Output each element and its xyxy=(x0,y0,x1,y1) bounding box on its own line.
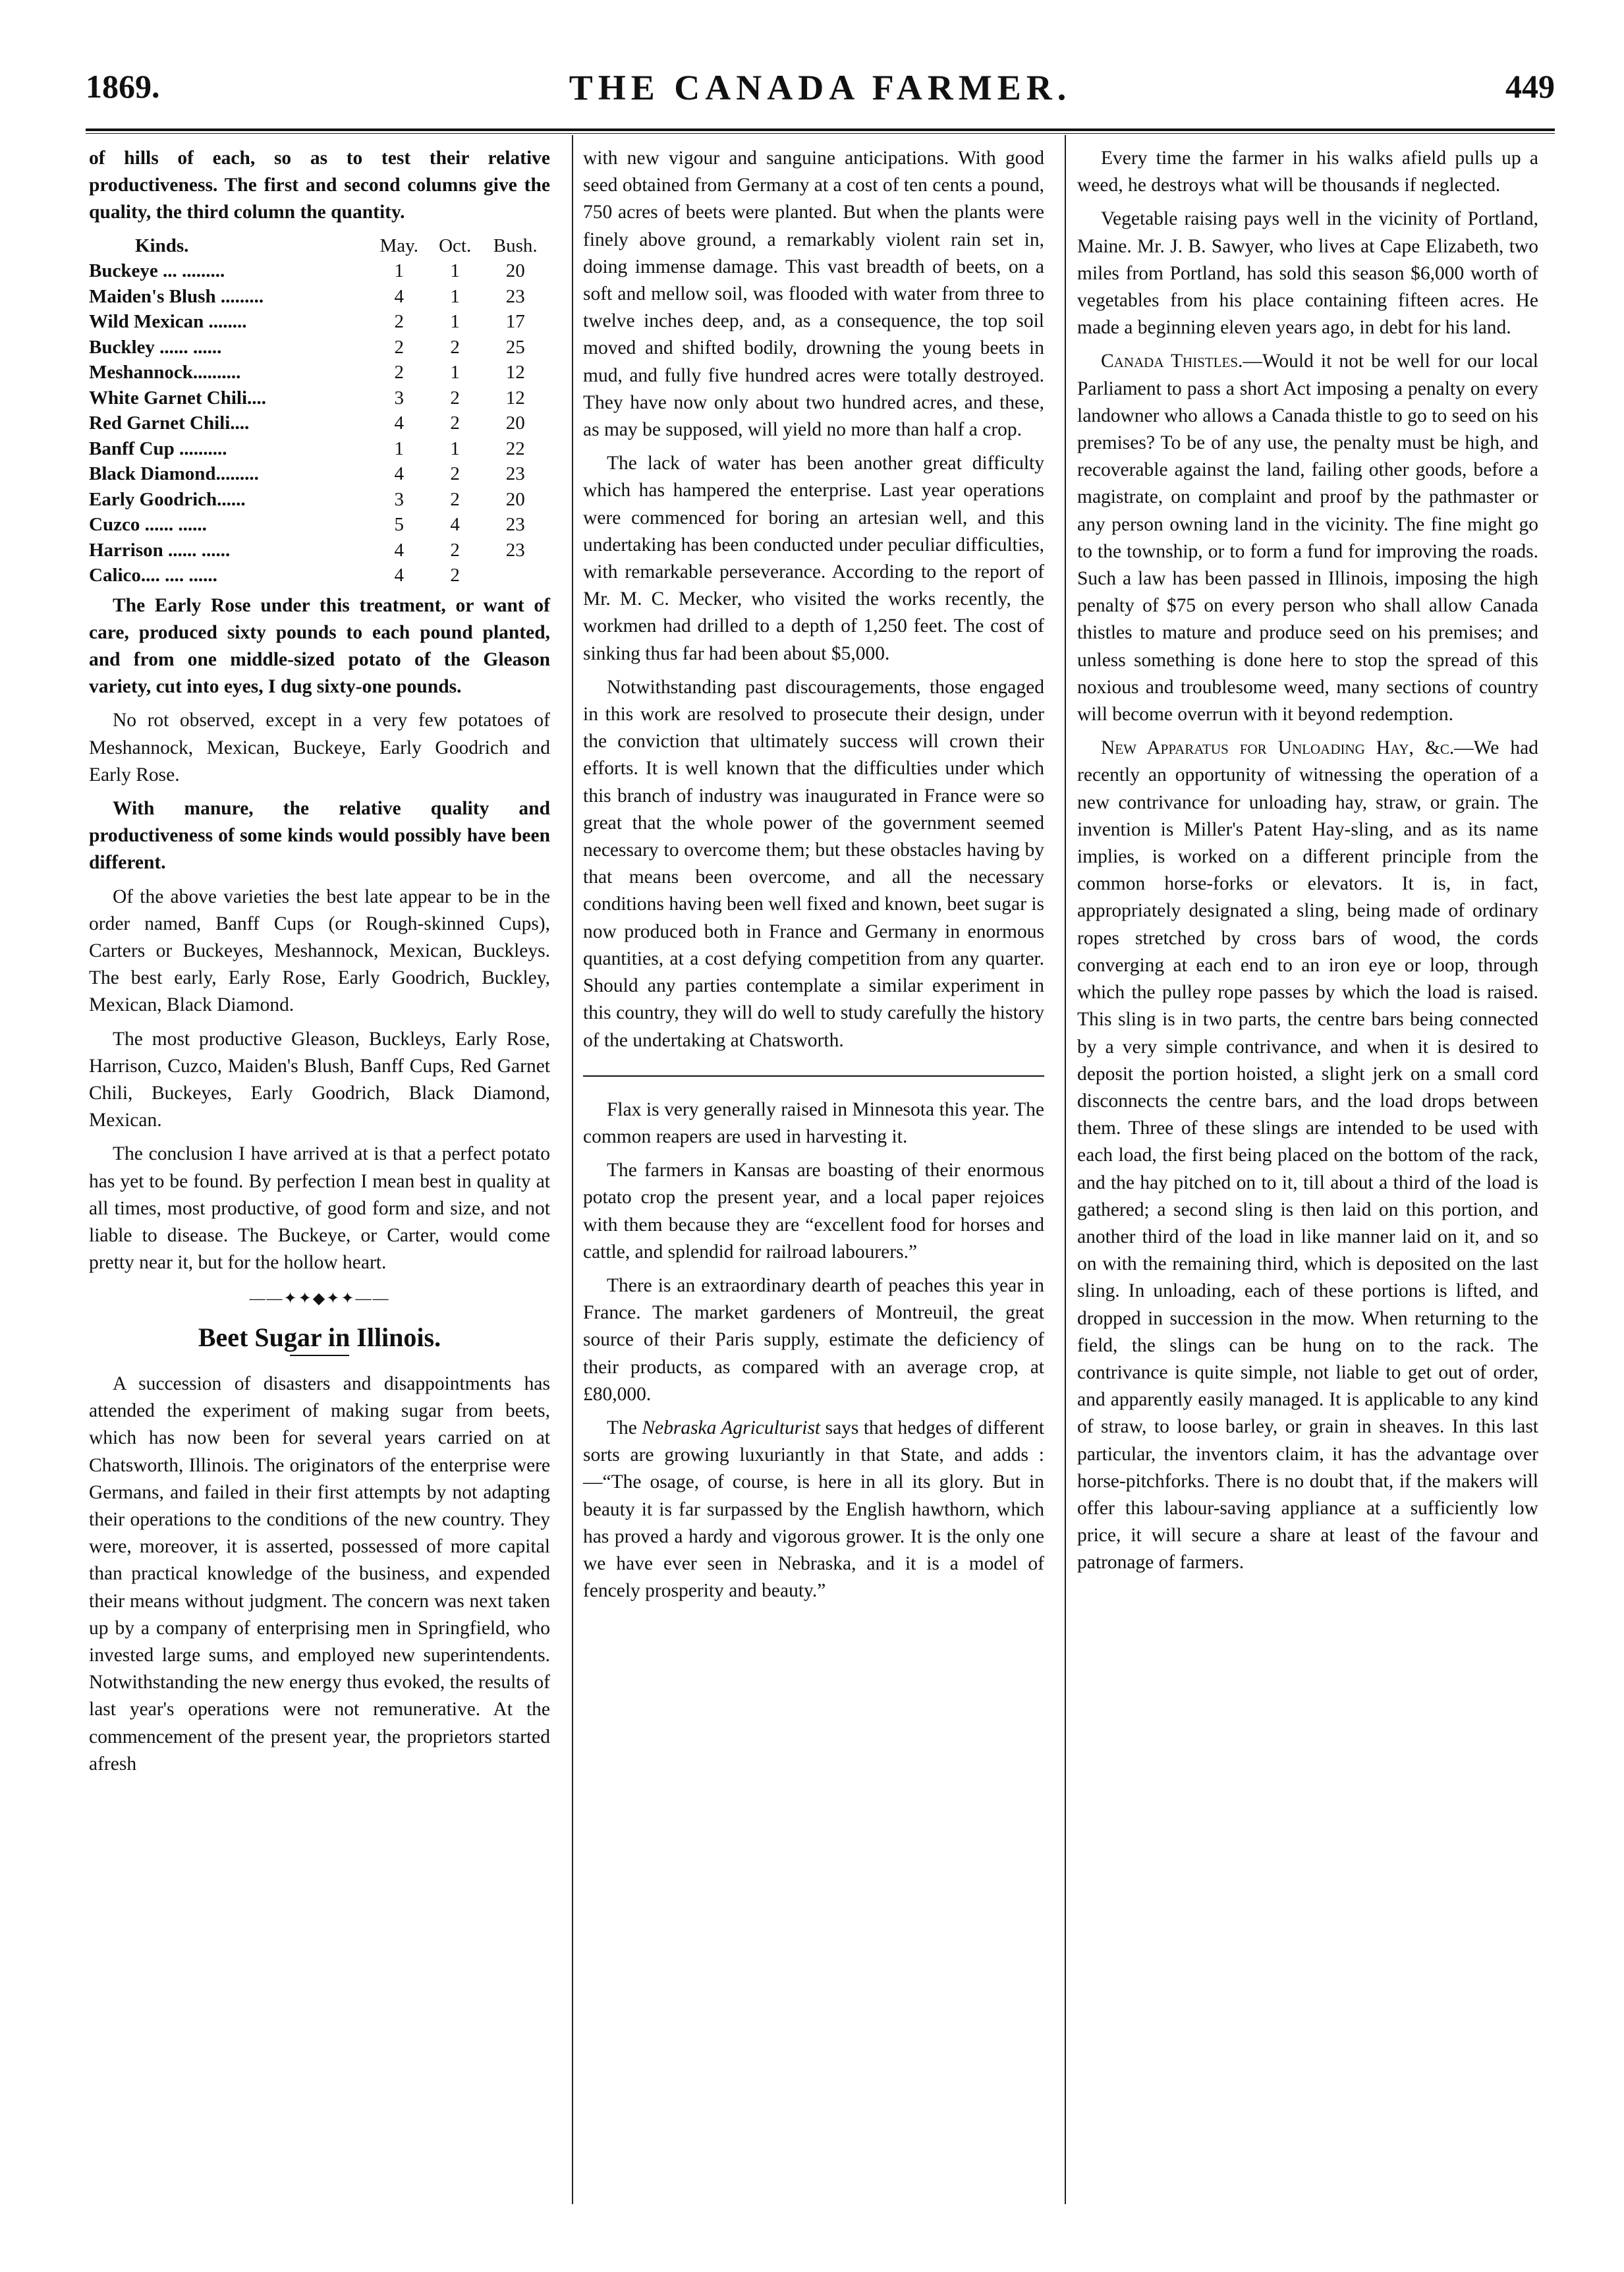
table-cell: 4 xyxy=(394,285,404,307)
table-cell: 2 xyxy=(394,362,404,383)
column-3 xyxy=(1077,145,1538,1583)
table-cell: 22 xyxy=(505,438,525,459)
table-cell: 1 xyxy=(450,311,460,333)
table-row xyxy=(89,461,550,487)
page-number: 449 xyxy=(1505,68,1555,105)
variety-name-cell: Harrison ...... ...... xyxy=(89,539,231,561)
potato-varieties-table xyxy=(89,233,550,588)
table-cell: 2 xyxy=(450,565,460,586)
body-paragraph: The lack of water has been another great difficulty which has hampered the enterprise. Last year operations were commenced for boring an artesian well, and this undertaking has been conducted under peculiar difficulties, with remarkable perseverance. According to the report of Mr. M. C. Mecker, who visited the works recently, the workmen had drilled to a depth of 1,250 feet. The cost of sinking thus far had been about $5,000. xyxy=(583,453,1044,664)
body-paragraph xyxy=(1077,348,1538,728)
variety-name-cell: Calico.... .... ...... xyxy=(89,565,217,586)
table-header-row xyxy=(89,233,550,259)
table-cell: 12 xyxy=(505,362,525,383)
issue-year: 1869. xyxy=(86,68,160,105)
variety-name-cell: Cuzco ...... ...... xyxy=(89,514,207,536)
newspaper-title: THE CANADA FARMER. xyxy=(569,68,1072,107)
table-cell: 3 xyxy=(394,488,404,510)
body-paragraph: Notwithstanding past discouragements, those engaged in this work are resolved to prosecute their design, under the conviction that ultimately success will crown their efforts. It is well known that the difficulties under which this branch of industry was inaugurated in France were so great that the whole power of the government seemed necessary to overcome them; but these obstacles having by that means been overcome, and all the necessary conditions having been well fixed and known, beet sugar is now produced both in France and Germany in enormous quantities, at a cost defying competition from any quarter. Should any parties contemplate a similar experiment in this country, they will do well to study carefully the history of the undertaking at Chatsworth. xyxy=(583,676,1044,1051)
variety-name-cell: Buckley ...... ...... xyxy=(89,336,222,358)
table-cell: 2 xyxy=(450,488,460,510)
table-cell: 1 xyxy=(450,285,460,307)
table-body xyxy=(89,258,550,588)
header-rule xyxy=(86,128,1555,131)
table-cell: 2 xyxy=(450,336,460,358)
table-cell: 2 xyxy=(450,387,460,409)
table-cell: 23 xyxy=(505,539,525,561)
table-cell: 2 xyxy=(450,412,460,434)
table-row xyxy=(89,436,550,462)
table-row xyxy=(89,258,550,284)
table-cell: 1 xyxy=(394,438,404,459)
body-paragraph: with new vigour and sanguine anticipations. With good seed obtained from Germany at a cost of ten cents a pound, 750 acres of beets were planted. But when the plants were finely above ground, a remarkably violent rain set in, doing immense damage. This vast breadth of beets, on a soft and mellow soil, was flooded with water from three to twelve inches deep, and, as a consequence, the top soil moved and shifted bodily, drowning the young beets in mud, and fully five hundred acres were totally destroyed. They have now only about two hundred acres, and these, as may be supposed, will yield no more than half a crop. xyxy=(583,148,1044,441)
body-paragraph: Of the above varieties the best late appear to be in the order named, Banff Cups (or Rough-skinned Cups), Carters or Buckeyes, Meshannock, Mexican, Buckleys. The best early, Early Rose, Early Goodrich, Buckley, Mexican, Black Diamond. xyxy=(89,886,550,1016)
body-paragraph: The farmers in Kansas are boasting of their enormous potato crop the present year, and a local paper rejoices with them because they are “excellent food for horses and cattle, and splendid for railroad labourers.” xyxy=(583,1160,1044,1263)
table-cell: 4 xyxy=(450,514,460,536)
page-header xyxy=(86,67,1555,127)
body-paragraph: The conclusion I have arrived at is that a perfect potato has yet to be found. By perfection I mean best in quality at all times, most productive, of good form and size, and not liable to disease. The Buckeye, or Carter, would come pretty near it, but for the hollow heart. xyxy=(89,1143,550,1274)
variety-name-cell: Black Diamond......... xyxy=(89,463,259,485)
column-1 xyxy=(89,145,550,1784)
table-cell: 4 xyxy=(394,412,404,434)
table-cell: 2 xyxy=(394,336,404,358)
table-cell: 23 xyxy=(505,514,525,536)
body-paragraph: There is an extraordinary dearth of peaches this year in France. The market gardeners of Montreuil, the great source of their Paris supply, estimate the deficiency of their products, as compared with an average crop, at £80,000. xyxy=(583,1274,1044,1405)
table-row xyxy=(89,563,550,588)
table-cell: 3 xyxy=(394,387,404,409)
column-divider xyxy=(572,135,573,2204)
header-rule-thin xyxy=(86,133,1555,134)
section-heading: Beet Sugar in Illinois. xyxy=(198,1322,441,1352)
text-run: —We had recently an opportunity of witnessing the operation of a new contrivance for unloading hay, straw, or grain. The invention is Miller's Patent Hay-sling, and as its name implies, is worked on a different principle from the common horse-forks or elevators. It is, in fact, appropriately designated a sling, being made of ordinary ropes stretched by cross bars of wood, the cords converging at each end to an iron eye or loop, through which the pulley rope passes by which the load is raised. This sling is in two parts, the centre bars being connected by a very simple contrivance, and when it is desired to deposit the portion hoisted, a slight jerk on a small cord disconnects the centre bars, and the load drops between them. Three of these slings are intended to be used with each load, the first being placed on the bottom of the rack, and the hay pitched on to it, till about a third of the load is gathered; a second sling is then laid on this portion, and another third of the load in like manner laid on it, and so on with the remaining third, which is deposited on the last sling. In unloading, each of these portions is lifted, and dropped in succession in the mow. When returning to the field, the slings can be hung on to the rack. The contrivance is quite simple, not liable to get out of order, and apparently easily managed. It is applicable to any kind of straw, to loose barley, or grain in sheaves. In this last particular, the inventors claim, it has the advantage over horse-pitchforks. There is no doubt that, if the makers will offer this labour-saving appliance at a sufficiently low price, it will secure a share at least of the favour and patronage of farmers. xyxy=(1077,737,1538,1574)
table-cell: 1 xyxy=(450,362,460,383)
body-paragraph: The most productive Gleason, Buckleys, Early Rose, Harrison, Cuzco, Maiden's Blush, Banff Cups, Red Garnet Chili, Buckeyes, Early Goodrich, Black Diamond, Mexican. xyxy=(89,1028,550,1131)
variety-name-cell: Maiden's Blush ......... xyxy=(89,285,264,307)
variety-name-cell: Early Goodrich...... xyxy=(89,488,246,510)
table-cell: 25 xyxy=(505,336,525,358)
publication-name: Nebraska Agriculturist xyxy=(642,1417,821,1438)
section-ornament: ——✦✦◆✦✦—— xyxy=(249,1290,390,1308)
table-cell: 1 xyxy=(450,438,460,459)
table-cell: 4 xyxy=(394,539,404,561)
paragraph-lead: Canada Thistles. xyxy=(1101,351,1243,372)
table-cell: 20 xyxy=(505,488,525,510)
table-cell: 4 xyxy=(394,565,404,586)
column-header: Oct. xyxy=(439,235,472,256)
table-row xyxy=(89,309,550,335)
table-cell: 1 xyxy=(450,260,460,282)
variety-name-cell: Wild Mexican ........ xyxy=(89,311,247,333)
table-cell: 17 xyxy=(505,311,525,333)
table-cell: 2 xyxy=(450,463,460,485)
body-paragraph: Flax is very generally raised in Minnesota this year. The common reapers are used in harvesting it. xyxy=(583,1098,1044,1147)
text-run: says that hedges of different sorts are growing luxuriantly in that State, and adds :—“The osage, of course, is here in all its glory. But in beauty it is far surpassed by the English hawthorn, which has proved a hardy and vigorous grower. It is the only one we have ever seen in Nebraska, and it is a model of fencely prosperity and beauty.” xyxy=(583,1417,1044,1602)
table-cell: 23 xyxy=(505,285,525,307)
section-separator xyxy=(583,1075,1044,1077)
body-paragraph xyxy=(1077,735,1538,1576)
table-cell: 23 xyxy=(505,463,525,485)
column-2 xyxy=(583,145,1044,1611)
body-paragraph: No rot observed, except in a very few potatoes of Meshannock, Mexican, Buckeye, Early Goodrich and Early Rose. xyxy=(89,710,550,785)
table-cell: 12 xyxy=(505,387,525,409)
table-cell: 5 xyxy=(394,514,404,536)
body-paragraph xyxy=(583,1415,1044,1605)
table-row xyxy=(89,335,550,360)
table-row xyxy=(89,385,550,411)
table-row xyxy=(89,284,550,310)
table-cell: 1 xyxy=(394,260,404,282)
table-row xyxy=(89,538,550,563)
text-run: —Would it not be well for our local Parliament to pass a short Act imposing a penalty on every landowner who allows a Canada thistle to go to seed on his premises? To be of any use, the penalty must be high, and recoverable against the land, failing other goods, before a magistrate, on complaint and proof by the pathmaster or any person owning land in the vicinity. The fine might go to the township, or to form a fund for improving the roads. Such a law has been passed in Illinois, imposing the high penalty of $75 on every person who shall allow Canada thistles to mature and produce seed on his premises; and unless something is done here to stop the spread of this noxious and troublesome weed, many sections of country will become overrun with it beyond redemption. xyxy=(1077,351,1538,725)
variety-name-cell: Buckeye ... ......... xyxy=(89,260,225,282)
variety-name-cell: Red Garnet Chili.... xyxy=(89,412,250,434)
intro-paragraph: of hills of each, so as to test their relative productiveness. The first and second columns give the quality, the third column the quantity. xyxy=(89,148,550,223)
variety-name-cell: Meshannock.......... xyxy=(89,362,241,383)
table-cell: 4 xyxy=(394,463,404,485)
heading-rule xyxy=(290,1355,349,1356)
table-row xyxy=(89,487,550,513)
column-header: Bush. xyxy=(493,235,538,256)
table-cell xyxy=(480,563,550,588)
column-divider xyxy=(1065,135,1066,2204)
variety-name-cell: White Garnet Chili.... xyxy=(89,387,267,409)
body-paragraph: Every time the farmer in his walks afield pulls up a weed, he destroys what will be thousands if neglected. xyxy=(1077,148,1538,196)
column-header: May. xyxy=(379,235,418,256)
table-row xyxy=(89,512,550,538)
table-cell: 2 xyxy=(450,539,460,561)
text-run: The xyxy=(607,1417,642,1438)
table-row xyxy=(89,411,550,436)
table-cell: 20 xyxy=(505,412,525,434)
body-paragraph: The Early Rose under this treatment, or want of care, produced sixty pounds to each pound planted, and from one middle-sized potato of the Gleason variety, cut into eyes, I dug sixty-one pounds. xyxy=(89,594,550,698)
table-row xyxy=(89,360,550,385)
paragraph-lead: New Apparatus for Unloading Hay, &c. xyxy=(1101,737,1455,759)
variety-name-cell: Banff Cup .......... xyxy=(89,438,227,459)
body-paragraph: Vegetable raising pays well in the vicinity of Portland, Maine. Mr. J. B. Sawyer, who lives at Cape Elizabeth, two miles from Portland, has sold this season $6,000 worth of vegetables from his place containing fifteen acres. He made a beginning eleven years ago, in debt for his land. xyxy=(1077,208,1538,339)
table-cell: 20 xyxy=(505,260,525,282)
column-header: Kinds. xyxy=(135,235,189,256)
table-cell: 2 xyxy=(394,311,404,333)
body-paragraph: With manure, the relative quality and productiveness of some kinds would possibly have been different. xyxy=(89,798,550,874)
body-paragraph: A succession of disasters and disappointments has attended the experiment of making sugar from beets, which has now been for several years carried on at Chatsworth, Illinois. The originators of the enterprise were Germans, and failed in their first attempts by not adapting their operations to the conditions of the new country. They were, moreover, it is asserted, possessed of more capital than practical knowledge of the business, and expended their means without judgment. The concern was next taken up by a company of enterprising men in Springfield, who invested large sums, and employed new superintendents. Notwithstanding the new energy thus evoked, the results of last year's operations were not remunerative. At the commencement of the present year, the proprietors started afresh xyxy=(89,1373,550,1775)
